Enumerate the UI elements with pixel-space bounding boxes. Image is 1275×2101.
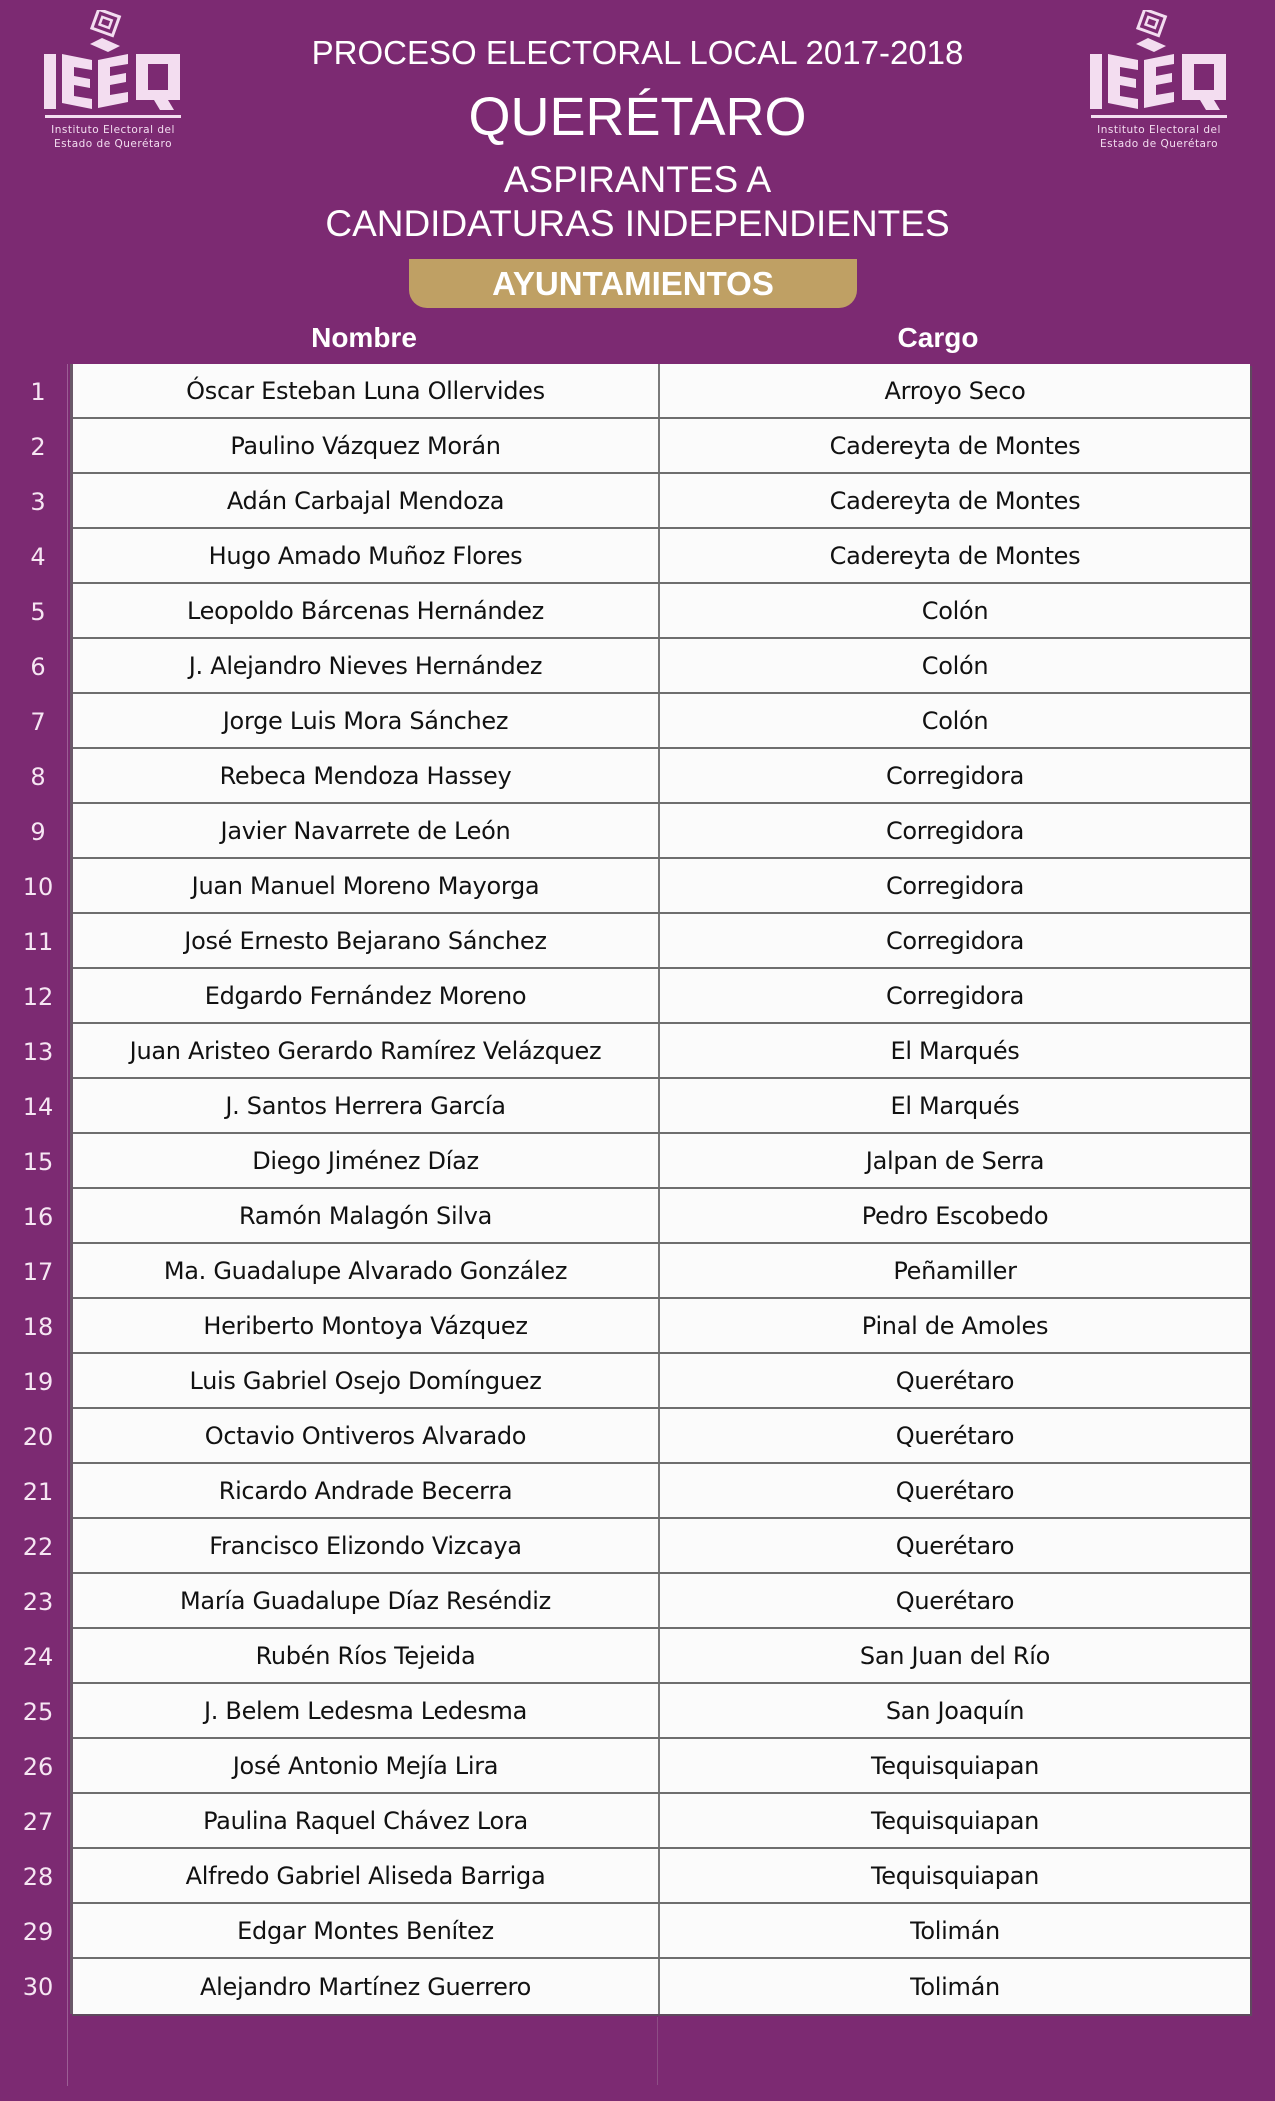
cell-cargo: Jalpan de Serra (865, 1146, 1045, 1175)
row-number: 23 (22, 1587, 54, 1616)
cell-cargo: Arroyo Seco (884, 376, 1026, 405)
table-row (22, 1354, 1250, 1409)
cell-cargo: Querétaro (895, 1421, 1015, 1450)
table-row (22, 1574, 1250, 1629)
row-number: 26 (22, 1752, 54, 1781)
cell-cargo: Colón (921, 596, 989, 625)
table-row (22, 1904, 1250, 1959)
table-row (22, 1409, 1250, 1464)
candidates-table (22, 364, 1250, 2014)
cell-nombre: José Ernesto Bejarano Sánchez (73, 914, 660, 967)
column-guide-line (657, 2017, 658, 2085)
table-row (22, 1519, 1250, 1574)
cell-cargo: Corregidora (885, 761, 1025, 790)
cell-nombre: Adán Carbajal Mendoza (73, 474, 660, 527)
cell-cargo: Colón (921, 651, 989, 680)
column-header-cargo: Cargo (897, 322, 979, 353)
cell-cargo: El Marqués (890, 1091, 1020, 1120)
cell-nombre: Francisco Elizondo Vizcaya (73, 1519, 660, 1572)
table-row (30, 694, 1250, 749)
cell-nombre: Hugo Amado Muñoz Flores (73, 529, 660, 582)
cell-nombre: J. Belem Ledesma Ledesma (73, 1684, 660, 1737)
cell-cargo: Corregidora (885, 871, 1025, 900)
subtitle (0, 158, 1275, 246)
row-number: 20 (22, 1422, 54, 1451)
table-row (22, 1684, 1250, 1739)
row-number: 19 (22, 1367, 54, 1396)
row-number: 25 (22, 1697, 54, 1726)
row-number: 14 (22, 1092, 54, 1121)
cell-nombre: Paulino Vázquez Morán (73, 419, 660, 472)
cell-nombre: Leopoldo Bárcenas Hernández (73, 584, 660, 637)
row-number: 29 (22, 1917, 54, 1946)
cell-nombre: Heriberto Montoya Vázquez (73, 1299, 660, 1352)
row-number: 6 (30, 652, 46, 681)
row-number: 2 (30, 432, 46, 461)
state-title: QUERÉTARO (468, 87, 807, 147)
row-number: 24 (22, 1642, 54, 1671)
row-number: 4 (30, 542, 46, 571)
cell-cargo: Cadereyta de Montes (829, 431, 1081, 460)
cell-cargo: El Marqués (890, 1036, 1020, 1065)
row-number: 7 (30, 707, 46, 736)
cell-cargo: Cadereyta de Montes (829, 486, 1081, 515)
cell-nombre: Óscar Esteban Luna Ollervides (73, 364, 660, 417)
row-number: 12 (22, 982, 54, 1011)
table-row (22, 914, 1250, 969)
cell-nombre: Rebeca Mendoza Hassey (73, 749, 660, 802)
cell-nombre: Juan Aristeo Gerardo Ramírez Velázquez (73, 1024, 660, 1077)
cell-cargo: Querétaro (895, 1476, 1015, 1505)
cell-cargo: Corregidora (885, 981, 1025, 1010)
cell-cargo: Corregidora (885, 816, 1025, 845)
row-number: 18 (22, 1312, 54, 1341)
table-row (30, 419, 1250, 474)
cell-nombre: Paulina Raquel Chávez Lora (73, 1794, 660, 1847)
cell-cargo: Querétaro (895, 1366, 1015, 1395)
row-number: 30 (22, 1972, 54, 2001)
cell-cargo: Cadereyta de Montes (829, 541, 1081, 570)
row-number: 27 (22, 1807, 54, 1836)
table-row (22, 1794, 1250, 1849)
process-title: PROCESO ELECTORAL LOCAL 2017-2018 (311, 34, 964, 71)
cell-nombre: Ma. Guadalupe Alvarado González (73, 1244, 660, 1297)
row-number: 5 (30, 597, 46, 626)
row-number: 15 (22, 1147, 54, 1176)
table-row (30, 749, 1250, 804)
cell-cargo: Colón (921, 706, 989, 735)
cell-cargo: Tequisquiapan (870, 1806, 1040, 1835)
logo-subtitle-line1: Instituto Electoral del (1097, 124, 1221, 136)
row-number: 13 (22, 1037, 54, 1066)
table-row (22, 1629, 1250, 1684)
cell-nombre: J. Alejandro Nieves Hernández (73, 639, 660, 692)
table-row (22, 1299, 1250, 1354)
table-row (22, 1739, 1250, 1794)
cell-cargo: Tolimán (910, 1972, 1000, 2001)
table-row (22, 969, 1250, 1024)
cell-cargo: Corregidora (885, 926, 1025, 955)
table-row (22, 1849, 1250, 1904)
table-row (30, 474, 1250, 529)
cell-cargo: San Joaquín (885, 1696, 1025, 1725)
table-row (30, 529, 1250, 584)
cell-nombre: Octavio Ontiveros Alvarado (73, 1409, 660, 1462)
table-row (30, 804, 1250, 859)
subtitle-line2: CANDIDATURAS INDEPENDIENTES (325, 203, 950, 244)
cell-nombre: Juan Manuel Moreno Mayorga (73, 859, 660, 912)
row-number: 17 (22, 1257, 54, 1286)
cell-nombre: Alfredo Gabriel Aliseda Barriga (73, 1849, 660, 1902)
table-row (30, 584, 1250, 639)
table-row (22, 859, 1250, 914)
cell-nombre: Ricardo Andrade Becerra (73, 1464, 660, 1517)
cell-cargo: Querétaro (895, 1586, 1015, 1615)
row-number: 9 (30, 817, 46, 846)
row-number: 28 (22, 1862, 54, 1891)
cell-nombre: Luis Gabriel Osejo Domínguez (73, 1354, 660, 1407)
cell-nombre: Jorge Luis Mora Sánchez (73, 694, 660, 747)
category-banner: AYUNTAMIENTOS (409, 259, 857, 308)
table-row (22, 1464, 1250, 1519)
row-number: 21 (22, 1477, 54, 1506)
cell-cargo: Peñamiller (893, 1256, 1017, 1285)
table-row (30, 364, 1250, 419)
row-number: 8 (30, 762, 46, 791)
cell-nombre: J. Santos Herrera García (73, 1079, 660, 1132)
cell-cargo: Tequisquiapan (870, 1751, 1040, 1780)
cell-nombre: Javier Navarrete de León (73, 804, 660, 857)
cell-cargo: Tolimán (910, 1916, 1000, 1945)
cell-nombre: Diego Jiménez Díaz (73, 1134, 660, 1187)
logo-subtitle-line2: Estado de Querétaro (1099, 138, 1219, 150)
cell-cargo: San Juan del Río (859, 1641, 1051, 1670)
table-row (22, 1244, 1250, 1299)
cell-cargo: Pedro Escobedo (861, 1201, 1049, 1230)
cell-cargo: Tequisquiapan (870, 1861, 1040, 1890)
table-row (22, 1079, 1250, 1134)
column-header-nombre: Nombre (311, 322, 417, 353)
row-number: 11 (22, 927, 54, 956)
cell-nombre: Edgardo Fernández Moreno (73, 969, 660, 1022)
subtitle-line1: ASPIRANTES A (503, 159, 772, 200)
cell-cargo: Pinal de Amoles (861, 1311, 1049, 1340)
table-row (22, 1024, 1250, 1079)
cell-cargo: Querétaro (895, 1531, 1015, 1560)
table-row (30, 639, 1250, 694)
cell-nombre: Edgar Montes Benítez (73, 1904, 660, 1957)
row-number: 3 (30, 487, 46, 516)
table-row (22, 1134, 1250, 1189)
cell-nombre: Alejandro Martínez Guerrero (73, 1959, 660, 2014)
cell-nombre: Rubén Ríos Tejeida (73, 1629, 660, 1682)
table-row (22, 1189, 1250, 1244)
row-number: 1 (30, 377, 46, 406)
cell-nombre: José Antonio Mejía Lira (73, 1739, 660, 1792)
table-row (22, 1959, 1250, 2014)
cell-nombre: María Guadalupe Díaz Reséndiz (73, 1574, 660, 1627)
logo-subtitle-line1: Instituto Electoral del (51, 124, 175, 136)
row-number: 16 (22, 1202, 54, 1231)
row-number: 10 (22, 872, 54, 901)
logo-subtitle-line2: Estado de Querétaro (53, 138, 173, 150)
cell-nombre: Ramón Malagón Silva (73, 1189, 660, 1242)
row-number: 22 (22, 1532, 54, 1561)
